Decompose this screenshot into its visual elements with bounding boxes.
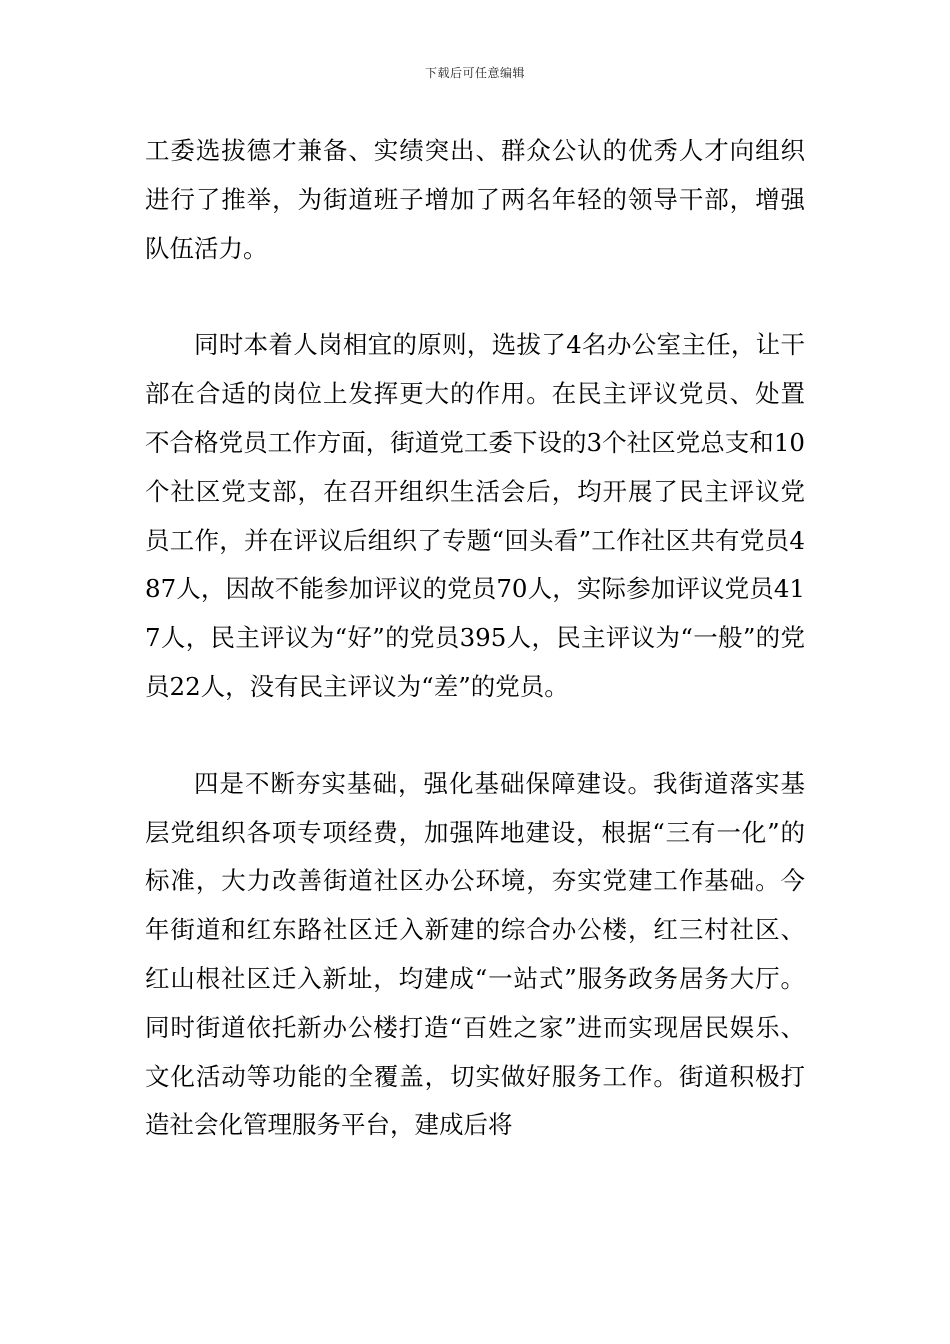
paragraph-3: 四是不断夯实基础，强化基础保障建设。我街道落实基层党组织各项专项经费，加强阵地建设，根据“三有一化”的标准，大力改善街道社区办公环境，夯实党建工作基础。今年街道和红东路社区迁入新建的综合办公楼，红三村社区、红山根社区迁入新址，均建成“一站式”服务政务居务大厅。同时街道依托新办公楼打造“百姓之家”进而实现居民娱乐、文化活动等功能的全覆盖，切实做好服务工作。街道积极打造社会化管理服务平台，建成后将 — [145, 768, 805, 1140]
paragraph-1: 工委选拔德才兼备、实绩突出、群众公认的优秀人才向组织进行了推举，为街道班子增加了两名年轻的领导干部，增强队伍活力。 — [145, 136, 805, 263]
paragraph-2: 同时本着人岗相宜的原则，选拔了4名办公室主任，让干部在合适的岗位上发挥更大的作用。在民主评议党员、处置不合格党员工作方面，街道党工委下设的3个社区党总支和10个社区党支部，在召开组织生活会后，均开展了民主评议党员工作，并在评议后组织了专题“回头看”工作社区共有党员487人，因故不能参加评议的党员70人，实际参加评议党员417人，民主评议为“好”的党员395人，民主评议为“一般”的党员22人，没有民主评议为“差”的党员。 — [145, 330, 805, 701]
page-header-note: 下载后可任意编辑 — [424, 66, 525, 80]
document-body — [145, 127, 805, 1150]
